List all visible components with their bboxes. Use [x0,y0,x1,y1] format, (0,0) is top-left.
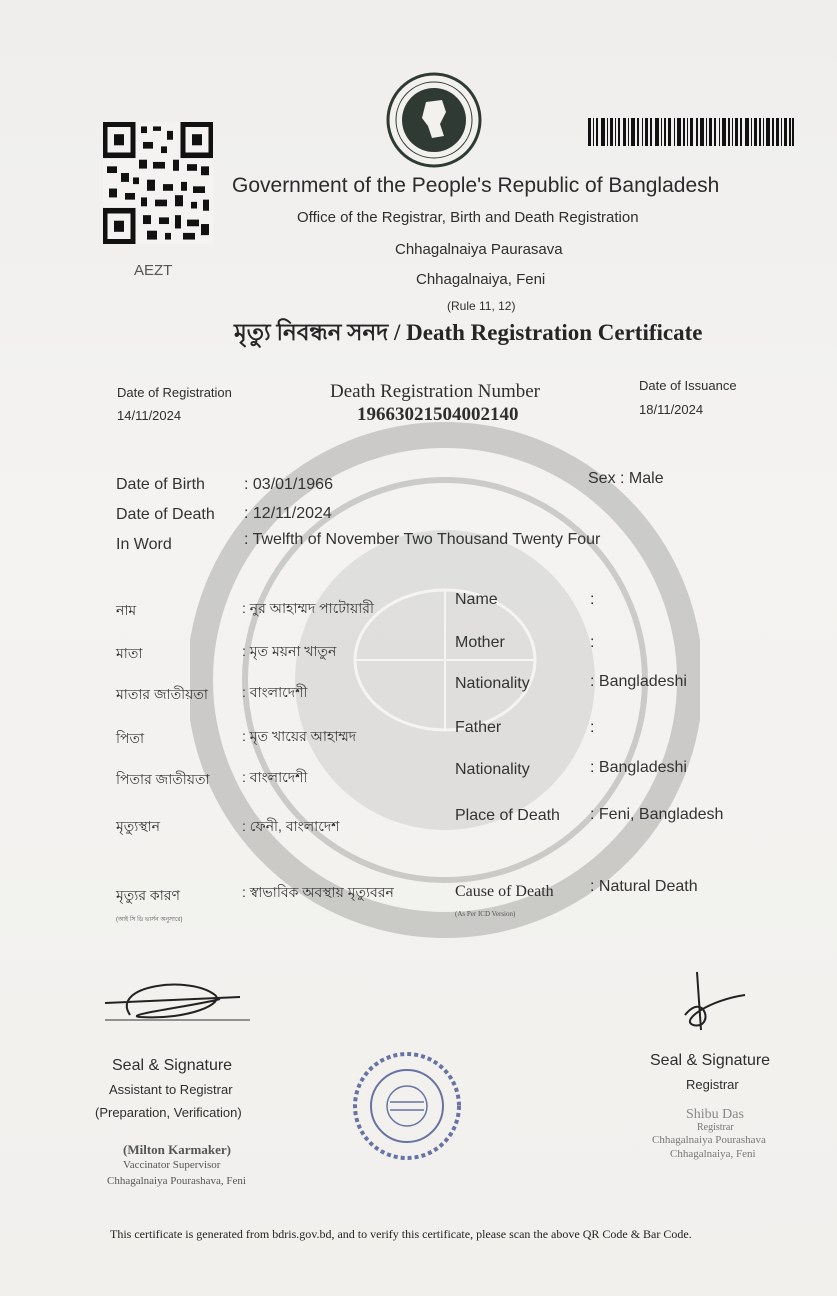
government-title: Government of the People's Republic of Bangladesh [232,174,720,197]
en-place-of-death-label: Place of Death [455,807,560,824]
en-mother-value: : [590,634,595,651]
bn-name-value: : নুর আহাম্মদ পাটোয়ারী [242,600,375,616]
right-officer-org: Chhagalnaiya Pourashava [652,1134,766,1146]
bn-mother-nationality-value: : বাংলাদেশী [242,684,308,700]
qr-code-label: AEZT [134,262,173,279]
government-seal-icon [386,72,482,168]
left-duty: (Preparation, Verification) [95,1105,242,1120]
bn-cause-of-death-value: : স্বাভাবিক অবস্থায় মৃত্যুবরন [242,884,394,900]
qr-code [103,122,213,244]
left-officer-org: Chhagalnaiya Pourashava, Feni [107,1175,246,1187]
en-father-value: : [590,719,595,736]
en-cause-of-death-value: : Natural Death [590,878,698,895]
date-of-registration-value: 14/11/2024 [117,408,182,423]
bn-mother-value: : মৃত ময়না খাতুন [242,643,337,659]
en-cause-note: (As Per ICD Version) [455,910,516,918]
right-role: Registrar [686,1077,739,1092]
bn-father-nationality-label: পিতার জাতীয়তা [116,771,210,787]
en-name-label: Name [455,591,498,608]
en-father-label: Father [455,719,502,736]
date-of-registration-label: Date of Registration [117,385,232,400]
en-mother-nationality-label: Nationality [455,675,530,692]
bn-place-of-death-label: মৃত্যুস্থান [116,818,161,834]
registration-number-label: Death Registration Number [330,381,541,402]
bn-mother-nationality-label: মাতার জাতীয়তা [116,686,208,702]
bn-place-of-death-value: : ফেনী, বাংলাদেশ [242,818,340,834]
bn-name-label: নাম [116,602,137,618]
left-officer-title: Vaccinator Supervisor [123,1159,221,1171]
en-mother-label: Mother [455,634,505,651]
right-seal-label: Seal & Signature [650,1052,771,1069]
date-of-issuance-value: 18/11/2024 [639,402,704,417]
dod-value: : 12/11/2024 [244,505,332,522]
en-cause-of-death-label: Cause of Death [455,883,554,900]
right-officer-name: Shibu Das [686,1107,744,1122]
assistant-signature [100,975,260,1035]
dod-label: Date of Death [116,506,215,523]
dob-label: Date of Birth [116,476,205,493]
bn-mother-label: মাতা [116,645,143,661]
en-father-nationality-label: Nationality [455,761,530,778]
right-officer-title: Registrar [697,1122,734,1133]
office-title: Office of the Registrar, Birth and Death Registration [297,209,639,226]
footer-note: This certificate is generated from bdris.gov.bd, and to verify this certificate, please scan the above QR Code & Bar Code. [110,1227,692,1241]
bn-cause-note: (আই সি ডি ভার্সন অনুসারে) [116,917,183,923]
pourashava-stamp [352,1050,462,1162]
en-name-value: : [590,591,595,608]
in-word-value: : Twelfth of November Two Thousand Twenty Four [244,531,601,548]
bn-cause-of-death-label: মৃত্যুর কারণ [116,887,180,903]
en-father-nationality-value: : Bangladeshi [590,759,687,776]
sex-value: Sex : Male [588,470,664,487]
barcode [588,118,794,146]
bn-father-nationality-value: : বাংলাদেশী [242,769,308,785]
paurasava-name: Chhagalnaiya Paurasava [395,241,563,258]
bn-father-label: পিতা [116,730,145,746]
right-officer-place: Chhagalnaiya, Feni [670,1148,756,1160]
in-word-label: In Word [116,536,172,553]
rule-reference: (Rule 11, 12) [447,299,516,313]
certificate-title: মৃত্যু নিবন্ধন সনদ / Death Registration Certificate [234,320,703,345]
bn-father-value: : মৃত খায়ের আহাম্মদ [242,728,357,744]
registrar-signature [675,970,755,1040]
registration-number-value: 19663021504002140 [357,404,519,425]
left-role: Assistant to Registrar [109,1082,233,1097]
left-officer-name: (Milton Karmaker) [123,1142,231,1157]
date-of-issuance-label: Date of Issuance [639,378,737,393]
location-name: Chhagalnaiya, Feni [416,271,546,288]
en-mother-nationality-value: : Bangladeshi [590,673,687,690]
en-place-of-death-value: : Feni, Bangladesh [590,806,724,823]
left-seal-label: Seal & Signature [112,1057,233,1074]
dob-value: : 03/01/1966 [244,476,333,493]
